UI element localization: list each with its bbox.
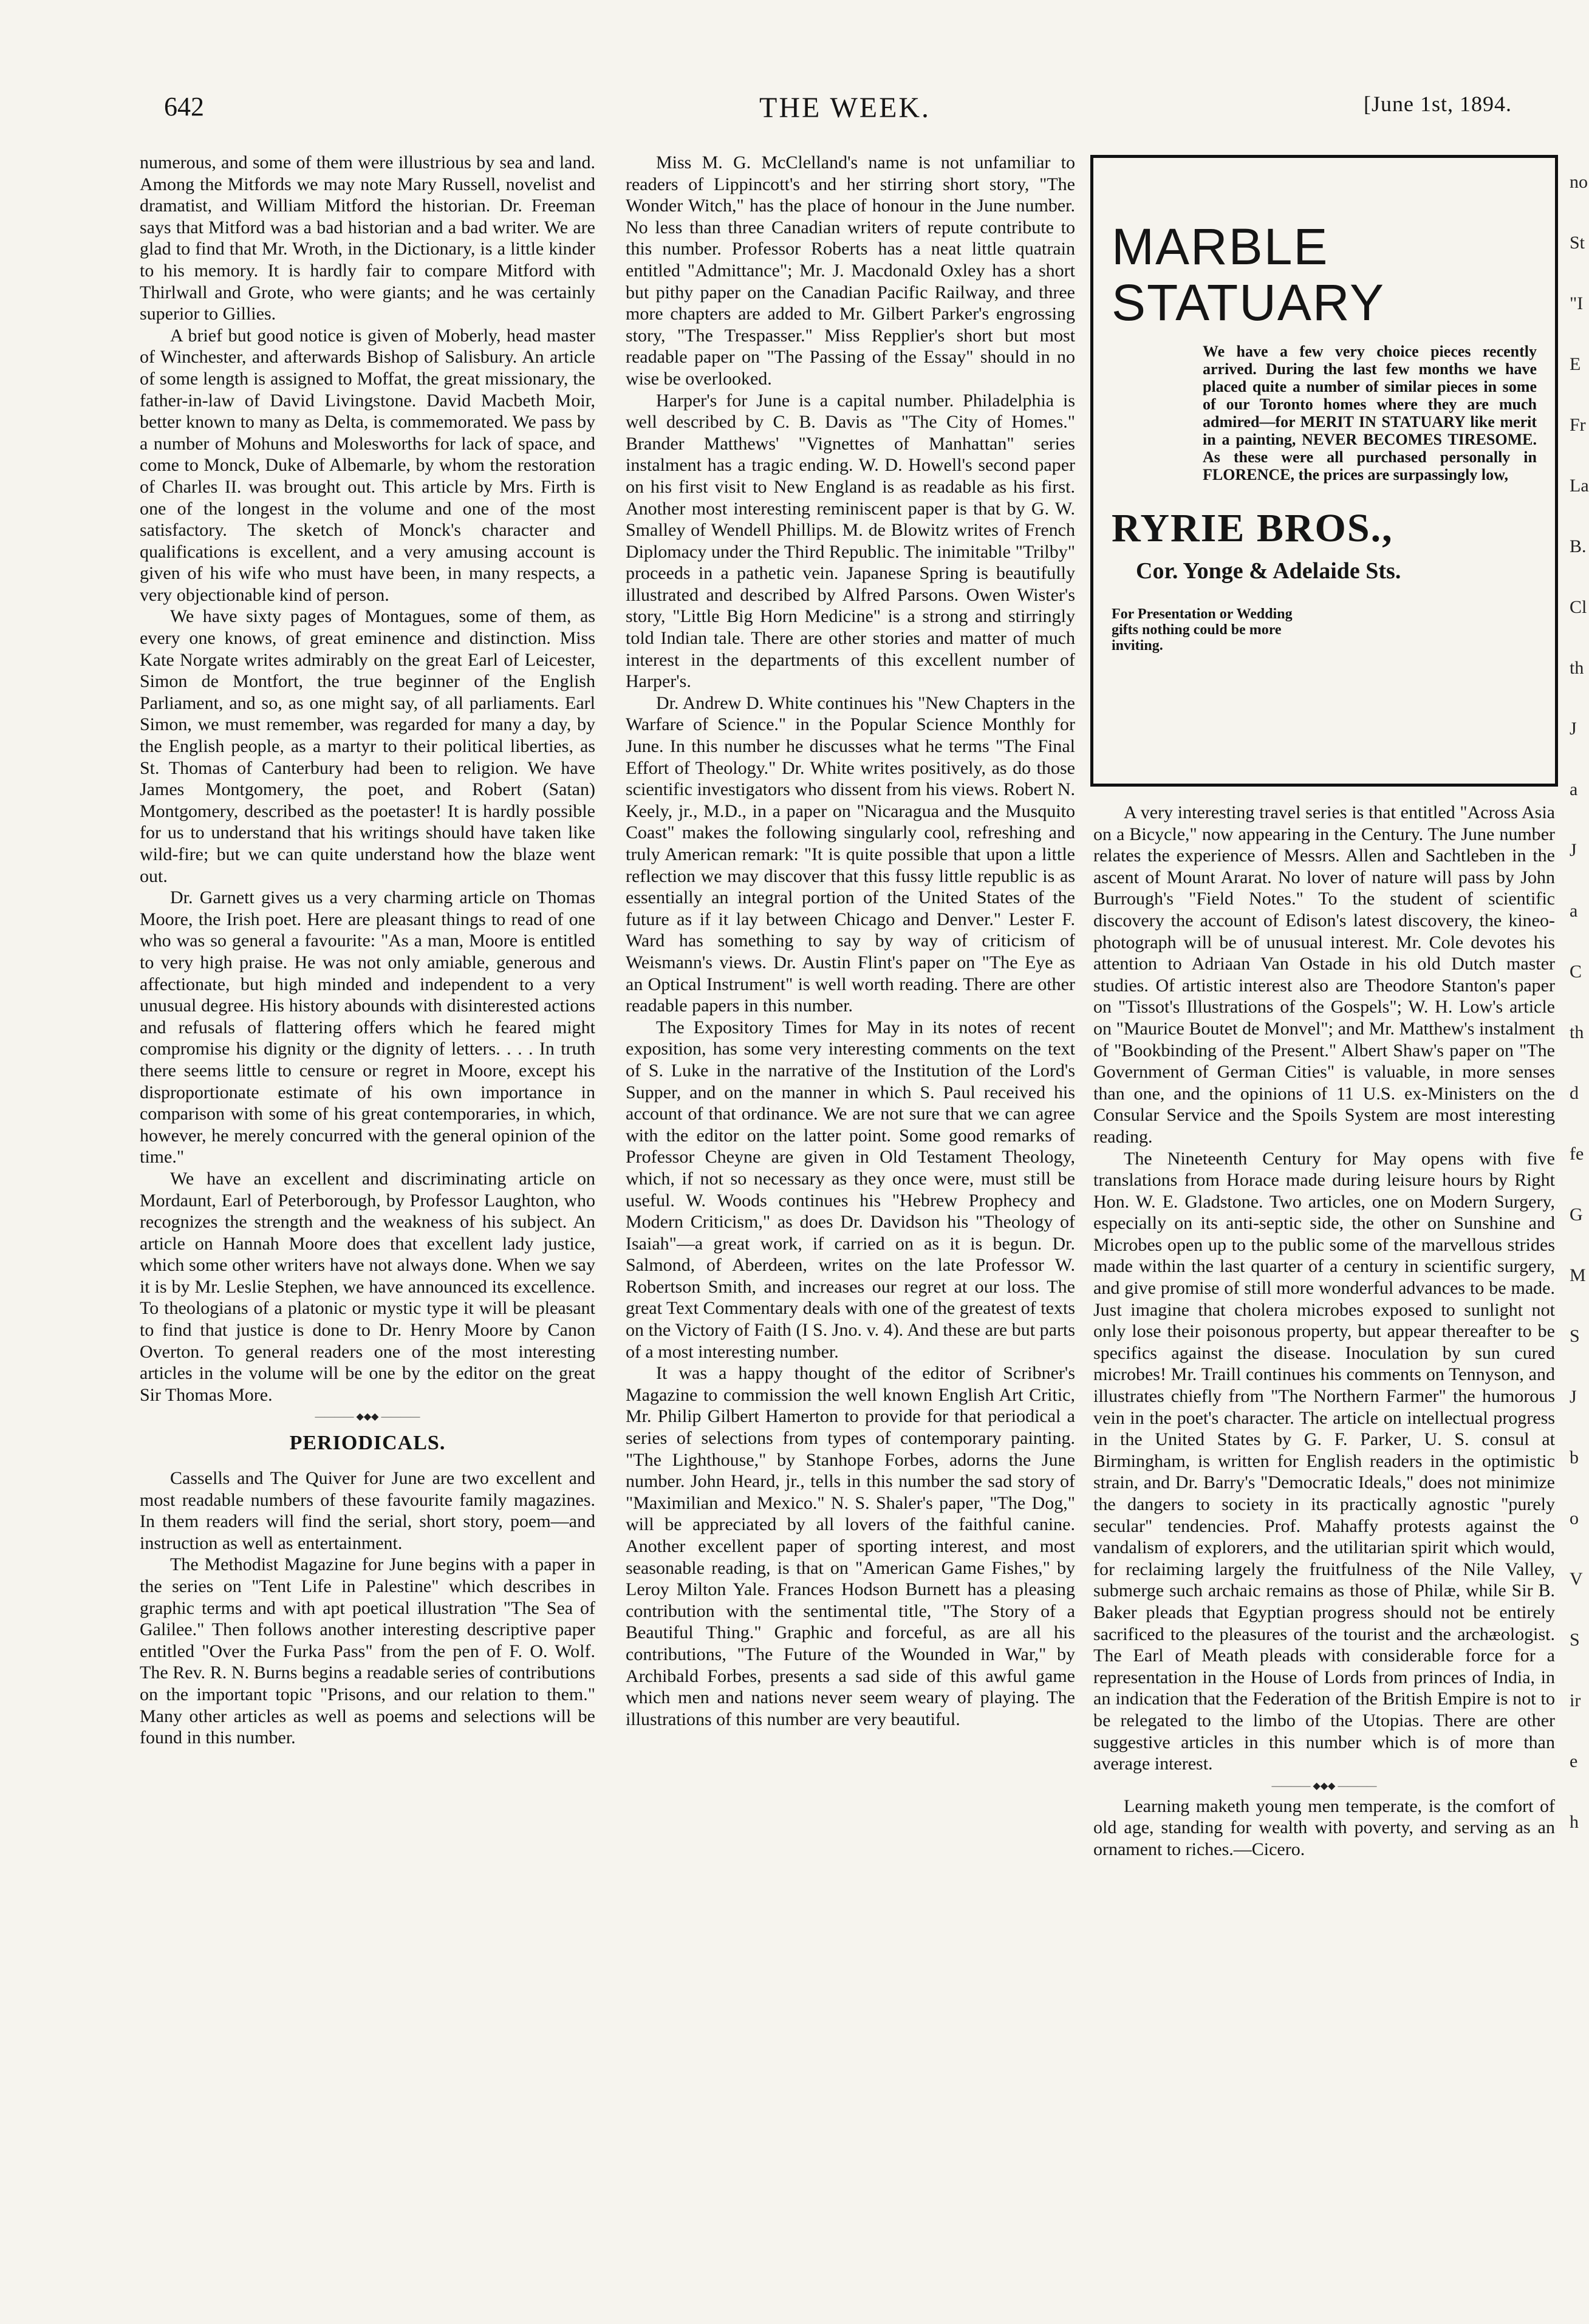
margin-fragment: La (1570, 476, 1589, 496)
margin-fragment: th (1570, 1022, 1584, 1042)
paragraph: We have an excellent and discriminating article on Mordaunt, Earl of Peterborough, by Professor Laughton, who recognizes the strength and the weakness of his subject. An article on Hannah Moore does that excellent lady justice, which some other writers have not always done. When we say it is by Mr. Leslie Stephen, we have announced its excellence. To theologians of a platonic or mystic type it will be pleasant to find that justice is done to Dr. Henry Moore by Canon Overton. To general readers one of the most interesting articles in the volume will be one by the editor on the great Sir Thomas More. (140, 1168, 595, 1405)
margin-fragment: o (1570, 1508, 1579, 1528)
closing-quote: Learning maketh young men temperate, is the comfort of old age, standing for wealth with poverty, and serving as an ornament to riches.—Cicero. (1093, 1796, 1555, 1859)
ad-brand: RYRIE BROS., (1112, 506, 1393, 550)
paragraph: Miss M. G. McClelland's name is not unfamiliar to readers of Lippincott's and her stirring short story, "The Wonder Witch," has the place of honour in the June number. No less than three Canadian writers of repute contribute to this number. Professor Roberts has a neat little quatrain entitled "Admittance"; Mr. J. Macdonald Oxley has a short but pithy paper on the Canadian Pacific Railway, and three more chapters are added to Mr. Gilbert Parker's engrossing story, "The Trespasser." Miss Repplier's short but most readable paper on "The Passing of the Essay" should in no wise be overlooked. (626, 152, 1075, 389)
paragraph: A brief but good notice is given of Moberly, head master of Winchester, and afterwards Bishop of Salisbury. An article of some length is assigned to Moffat, the great missionary, the father-in-law of David Livingstone. David Macbeth Moir, better known to many as Delta, is commemorated. We pass by a number of Mohuns and Molesworths for lack of space, and come to Monck, Duke of Albemarle, by whom the restoration of Charles II. was brought out. This article by Mrs. Firth is one of the longest in the volume and one of the most satisfactory. The sketch of Monck's character and qualifications is excellent, and a very amusing account is given of his wife who must have been, in many respects, a very objectionable kind of person. (140, 325, 595, 605)
page-header (0, 91, 1587, 134)
margin-fragment: St (1570, 233, 1585, 253)
margin-fragment: J (1570, 840, 1577, 860)
margin-fragment: S (1570, 1630, 1580, 1650)
margin-fragment: S (1570, 1326, 1580, 1346)
paragraph: It was a happy thought of the editor of Scribner's Magazine to commission the well known English Art Critic, Mr. Philip Gilbert Hamerton to provide for that periodical a series of selections from types of contemporary painting. "The Lighthouse," by Stanhope Forbes, adorns the June number. John Heard, jr., tells in this number the sad story of "Maximilian and Mexico." N. S. Shaler's paper, "The Dog," will be appreciated by all lovers of the faithful canine. Another excellent paper of sporting interest, and most seasonable reading, is that on "American Game Fishes," by Leroy Milton Yale. Frances Hodson Burnett has a pleasing contribution with the sentimental title, "The Story of a Beautiful Thing." Graphic and forceful, as are all his contributions, "The Future of the Wounded in War," by Archibald Forbes, presents a sad side of this awful game which men and nations never seem weary of playing. The illustrations of this number are very beautiful. (626, 1363, 1075, 1729)
margin-fragment: Cl (1570, 597, 1587, 617)
margin-fragment: J (1570, 719, 1577, 739)
section-divider: ———— ◆◆◆ ———— (1271, 1780, 1377, 1791)
paragraph: Dr. Andrew D. White continues his "New Chapters in the Warfare of Science." in the Popular Science Monthly for June. In this number he discusses what he terms "The Final Effort of Theology." Dr. White writes positively, as do those scientific investigators who dissent from his views. Robert N. Keely, jr., M.D., in a paper on "Nicaragua and the Musquito Coast" makes the following singularly cool, refreshing and truly American remark: "It is quite possible that upon a little reflection we may discover that this fussy little republic is as essentially an integral portion of the United States of the future as if it lay between Chicago and Denver." Lester F. Ward has something to say by way of criticism of Weismann's views. Dr. Austin Flint's paper on "The Eye as an Optical Instrument" is well worth reading. There are other readable papers in this number. (626, 692, 1075, 1016)
margin-fragment: V (1570, 1569, 1583, 1589)
margin-fragment: C (1570, 962, 1582, 982)
margin-fragment: d (1570, 1083, 1579, 1103)
margin-fragment: h (1570, 1812, 1579, 1832)
margin-fragment: G (1570, 1205, 1583, 1225)
advertisement-box (1090, 155, 1558, 787)
margin-fragment: no (1570, 172, 1588, 192)
paragraph: We have sixty pages of Montagues, some of them, as every one knows, of great eminence and distinction. Miss Kate Norgate writes admirably on the great Earl of Leicester, Simon de Montfort, the true beginner of the English Parliament, and so, as one might say, of all parliaments. Earl Simon, we must remember, was regarded for many a day, by the English people, as a martyr to their political liberties, as St. Thomas of Canterbury had been to religion. We have James Montgomery, the poet, and Robert (Satan) Montgomery, described as the poetaster! It is hardly possible for us to understand that his writings should have taken like wild-fire; but we can quite understand how the blaze went out. (140, 606, 595, 886)
paragraph: Cassells and The Quiver for June are two excellent and most readable numbers of these favourite family magazines. In them readers will find the serial, short story, poem—and instruction as well as entertainment. (140, 1468, 595, 1553)
column-3 (1093, 802, 1555, 1861)
margin-fragment: a (1570, 779, 1578, 799)
section-divider: ———— ◆◆◆ ———— (315, 1412, 420, 1423)
journal-title: THE WEEK. (759, 92, 931, 124)
margin-fragment: a (1570, 901, 1578, 921)
paragraph: A very interesting travel series is that entitled "Across Asia on a Bicycle," now appearing in the Century. The June number relates the experience of Messrs. Allen and Sachtleben in the ascent of Mount Ararat. No lover of nature will pass by John Burrough's "Field Notes." To the student of scientific discovery the account of Edison's latest discovery, the kineo-photograph will be of unusual interest. Mr. Cole devotes his attention to Adriaan Van Ostade in his old Dutch master studies. Of artistic interest also are Theodore Stanton's paper on "Tissot's Illustrations of the Gospels"; W. H. Low's article on "Maurice Boutet de Monvel"; and Mr. Matthew's instalment of "Bookbinding of the Present." Albert Shaw's paper on "The Government of German Cities" is valuable, in more senses than one, and the opinions of 11 U.S. ex-Ministers on the Consular Service and the Spoils System are most interesting reading. (1093, 802, 1555, 1147)
margin-fragment: b (1570, 1447, 1579, 1468)
margin-fragment: B. (1570, 536, 1587, 556)
margin-fragment: ir (1570, 1690, 1581, 1711)
margin-fragment: M (1570, 1265, 1586, 1285)
adjacent-page-edge (1570, 152, 1587, 2217)
paragraph: Harper's for June is a capital number. Philadelphia is well described by C. B. Davis as "The City of Homes." Brander Matthews' "Vignettes of Manhattan" series instalment has a tragic ending. W. D. Howell's second paper on his first visit to New England is as readable as his first. Another most interesting reminiscent paper is that by G. W. Smalley of Wendell Phillips. M. de Blowitz writes of French Diplomacy under the Third Republic. The inimitable "Trilby" proceeds in a pathetic vein. Japanese Spring is beautifully illustrated and described by Alfred Parsons. Owen Wister's story, "Little Big Horn Medicine" is a strong and stirringly told Indian tale. There are other stories and matter of much interest in the departments of this excellent number of Harper's. (626, 390, 1075, 692)
margin-fragment: fe (1570, 1144, 1584, 1164)
margin-fragment: J (1570, 1387, 1577, 1407)
ad-note: For Presentation or Wedding gifts nothing could be more inviting. (1112, 606, 1293, 654)
margin-fragment: E (1570, 354, 1581, 374)
paragraph: Dr. Garnett gives us a very charming article on Thomas Moore, the Irish poet. Here are pleasant things to read of one who was so general a favourite: "As a man, Moore is entitled to very high praise. He was not only amiable, generous and affectionate, but high minded and independent to a very unusual degree. His history abounds with disinterested actions and refusals of flattering offers which he feared might compromise his dignity or the dignity of letters. . . . In truth there seems little to censure or regret in Moore, except his disproportionate estimate of his own importance in comparison with some of his great contemporaries, in which, however, he merely concurred with the general opinion of the time." (140, 887, 595, 1167)
margin-fragment: "I (1570, 293, 1584, 313)
paragraph: The Methodist Magazine for June begins with a paper in the series on "Tent Life in Palestine" which describes in graphic terms and with apt poetical illustration "The Sea of Galilee." Then follows another interesting descriptive paper entitled "Over the Furka Pass" from the pen of F. O. Wolf. The Rev. R. N. Burns begins a readable series of contributions on the important topic "Prisons, and our relation to them." Many other articles as well as poems and selections will be found in this number. (140, 1554, 595, 1748)
paragraph: numerous, and some of them were illustrious by sea and land. Among the Mitfords we may note Mary Russell, novelist and dramatist, and William Mitford the historian. Dr. Freeman says that Mitford was a bad historian and a bad writer. We are glad to find that Mr. Wroth, in the Dictionary, is a little kinder to his memory. It is hardly fair to compare Mitford with Thirlwall and Grote, who were giants; and he was certainly superior to Gillies. (140, 152, 595, 324)
page-number: 642 (164, 92, 204, 121)
column-1 (140, 152, 595, 1749)
margin-fragment: Fr (1570, 415, 1586, 435)
margin-fragment: th (1570, 658, 1584, 678)
section-title: PERIODICALS. (289, 1432, 446, 1455)
paragraph: The Expository Times for May in its notes of recent exposition, has some very interesting comments on the text of S. Luke in the narrative of the Institution of the Lord's Supper, and on the manner in which S. Paul received his account of that ordinance. We are not sure that we can agree with the editor on the latter point. Some good remarks of Professor Cheyne are given in Old Testament Theology, which, if not so necessary as they once were, must still be useful. W. Woods continues his "Hebrew Prophecy and Modern Criticism," as does Dr. Davidson his "Theology of Isaiah"—a great work, if carried on as it is begun. Dr. Salmond, of Aberdeen, writes on the late Professor W. Robertson Smith, and increases our regret at our loss. The great Text Commentary deals with one of the greatest of texts on the Victory of Faith (I S. Jno. v. 4). And these are but parts of a most interesting number. (626, 1017, 1075, 1362)
margin-fragment: e (1570, 1751, 1578, 1771)
ad-address: Cor. Yonge & Adelaide Sts. (1136, 558, 1401, 584)
issue-date: [June 1st, 1894. (1364, 92, 1512, 116)
paragraph: The Nineteenth Century for May opens with five translations from Horace made during leisure hours by Right Hon. W. E. Gladstone. Two articles, one on Modern Surgery, especially on its anti-septic side, the other on Sunshine and Microbes open up to the public some of the marvellous strides made within the last quarter of a century in scientific surgery, and give promise of still more wonderful advances to be made. Just imagine that cholera microbes exposed to sunlight not only lose their poisonous property, but appear thereafter to be specifics against the disease. Inoculation by sun cured microbes! Mr. Traill continues his comments on Tennyson, and illustrates chiefly from "The Northern Farmer" the humorous vein in the poet's character. The article on intellectual progress in the United States by G. F. Parker, U. S. consul at Birmingham, is written for English readers in the optimistic strain, and Dr. Barry's "Democratic Ideals," does not minimize the dangers to society in its practically agnostic "purely secular" tendencies. Prof. Mahaffy protests against the vandalism of explorers, and the utilitarian spirit which would, for reclaiming largely the fruitfulness of the Nile Valley, submerge such archaic remains as those of Philæ, while Sir B. Baker pleads that Egyptian progress should not be entirely sacrificed to the pleasures of the tourist and the archæologist. The Earl of Meath pleads with considerable force for a representation in the House of Lords from princes of India, in an indication that the Federation of the British Empire is not to be relegated to the limbo of the Utopias. There are other suggestive articles in this number which is of more than average interest. (1093, 1148, 1555, 1774)
ad-body: We have a few very choice pieces recently arrived. During the last few months we have placed quite a number of similar pieces in some of our Toronto homes where they are much admired—for MERIT IN STATUARY like merit in a painting, NEVER BECOMES TIRESOME. As these were all purchased personally in FLORENCE, the prices are surpassingly low, (1203, 343, 1537, 484)
column-2 (626, 152, 1075, 1730)
ad-headline: MARBLE STATUARY (1112, 218, 1386, 331)
